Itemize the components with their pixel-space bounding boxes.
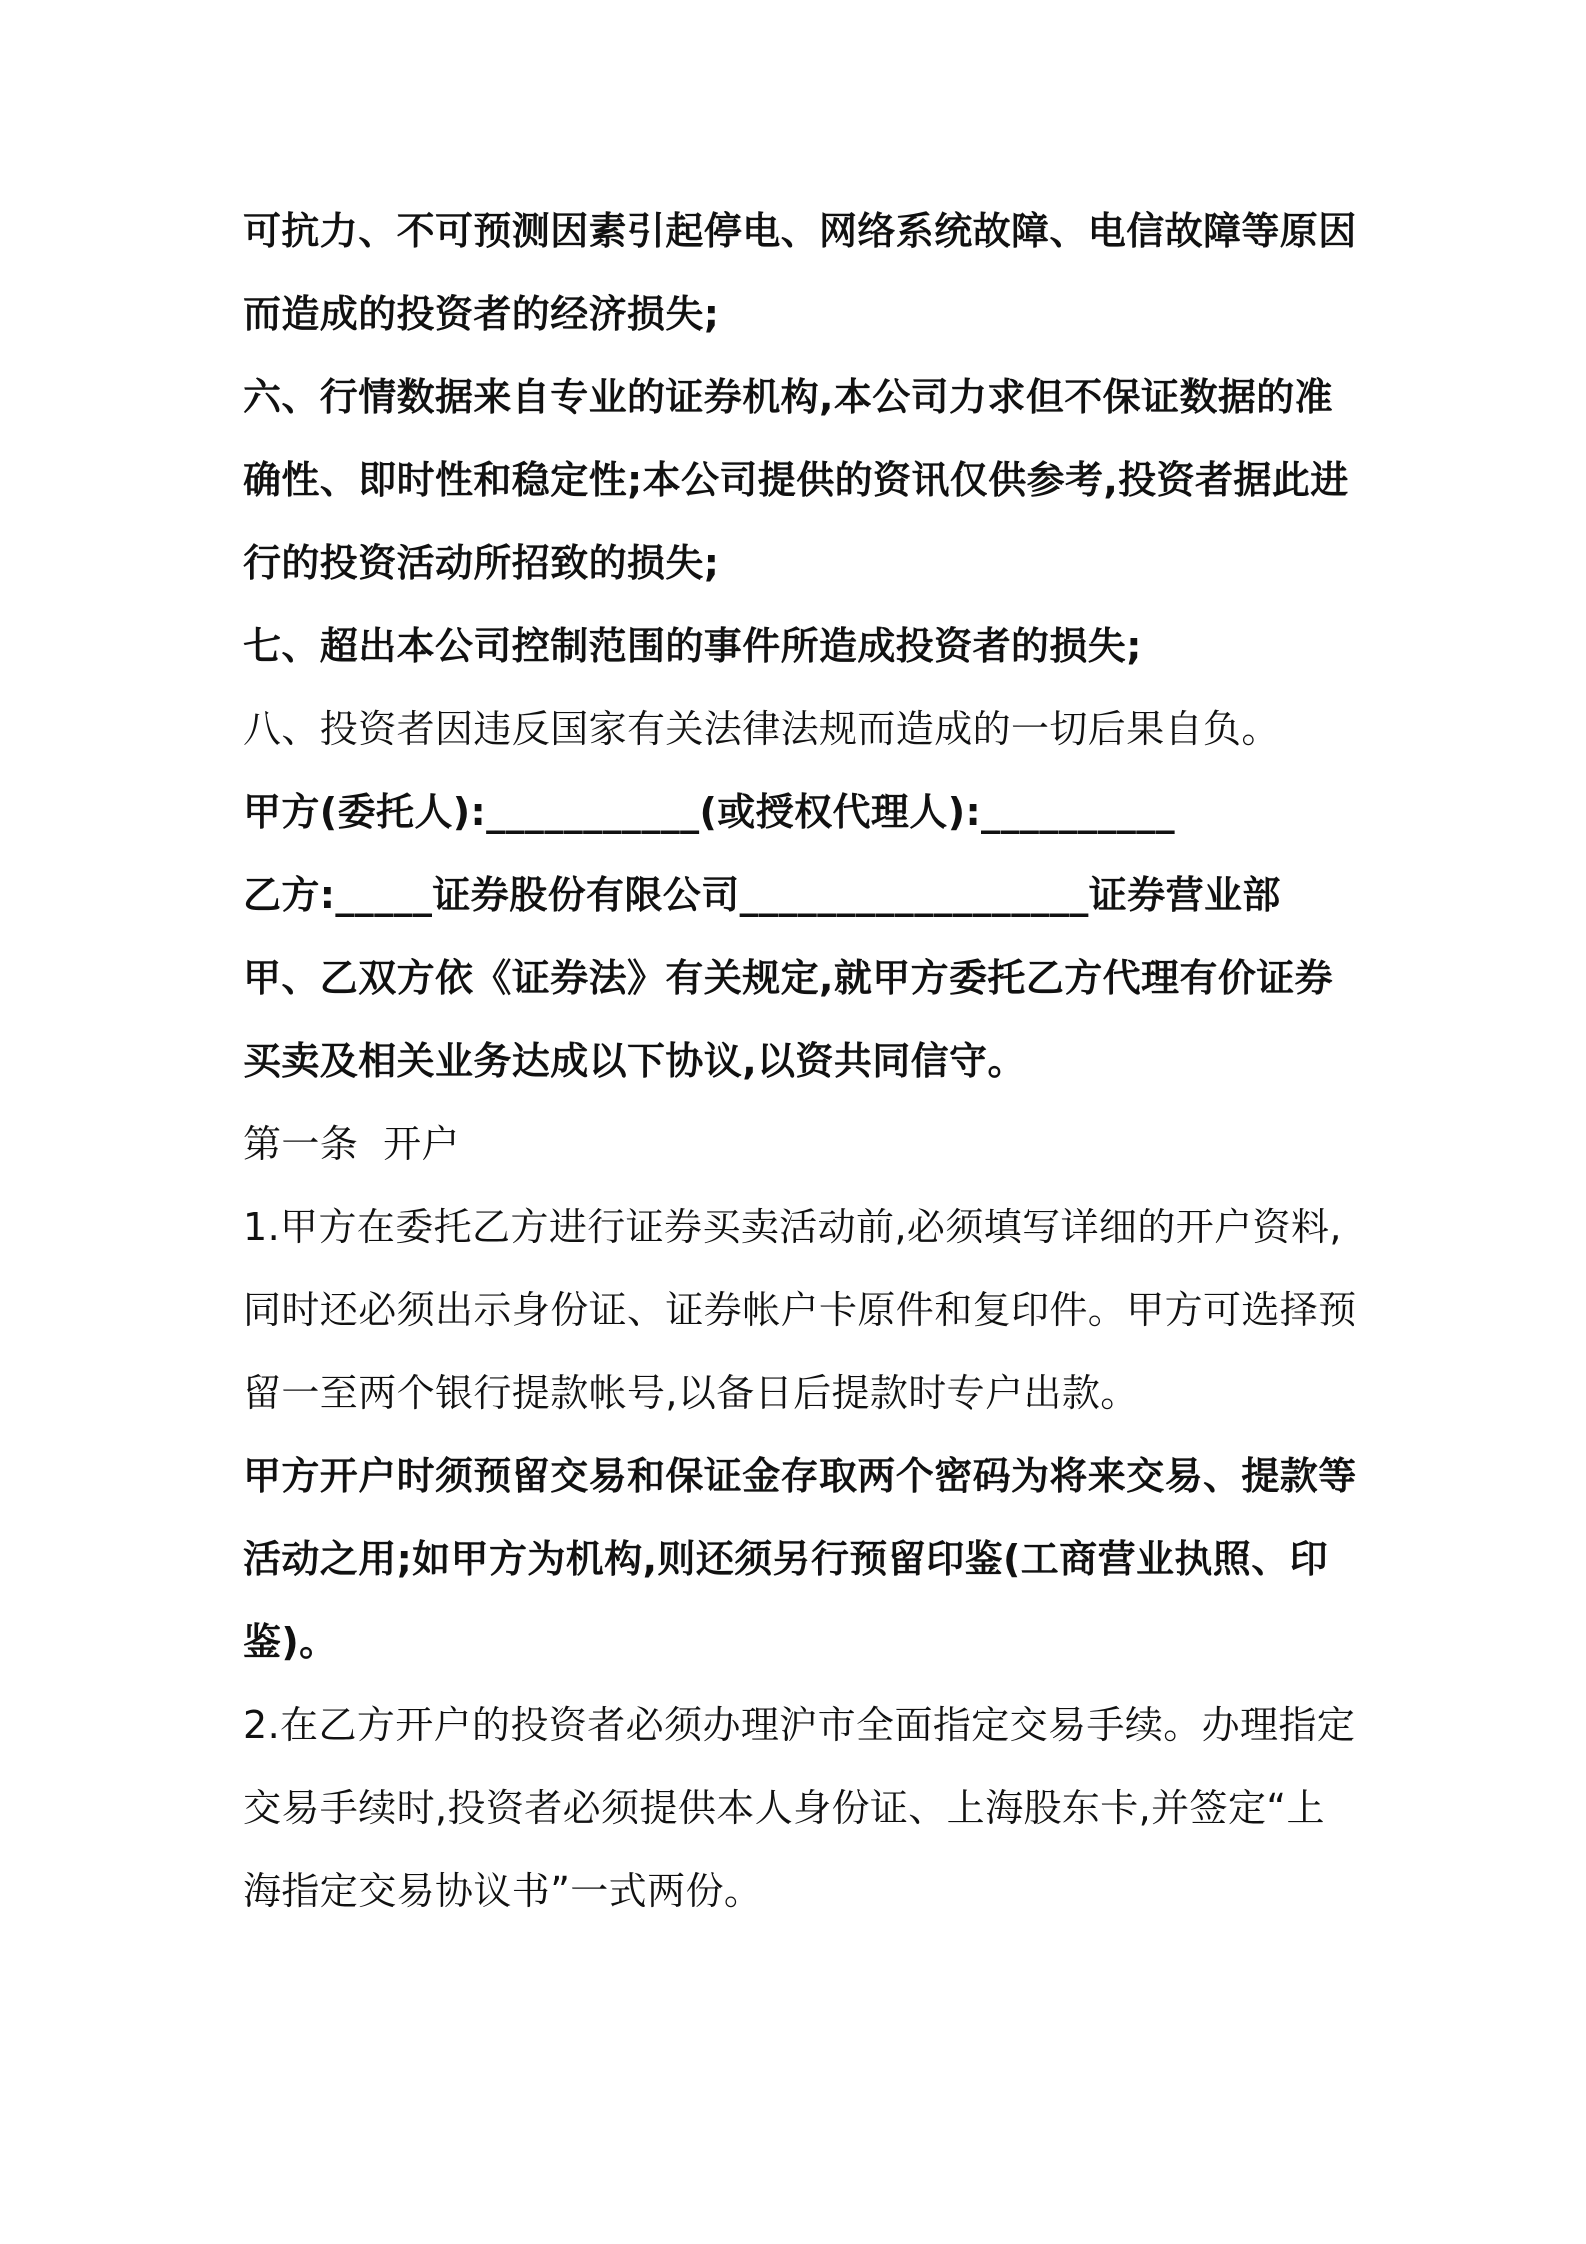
paragraph-party-b: 乙方:_____证券股份有限公司__________________证券营业部 xyxy=(243,873,1281,917)
paragraph-clause-seven: 七、超出本公司控制范围的事件所造成投资者的损失; xyxy=(243,624,1142,668)
paragraph-item-two: 2.在乙方开户的投资者必须办理沪市全面指定交易手续。办理指定交易手续时,投资者必须提供本人身份证、上海股东卡,并签定“上海指定交易协议书”一式两份。 xyxy=(243,1703,1356,1913)
paragraph-password-requirement: 甲方开户时须预留交易和保证金存取两个密码为将来交易、提款等活动之用;如甲方为机构,则还须另行预留印鉴(工商营业执照、印鉴)。 xyxy=(243,1454,1357,1664)
paragraph-item-one: 1.甲方在委托乙方进行证券买卖活动前,必须填写详细的开户资料,同时还必须出示身份证、证券帐户卡原件和复印件。甲方可选择预留一至两个银行提款帐号,以备日后提款时专户出款。 xyxy=(243,1205,1357,1415)
paragraph-clause-eight: 八、投资者因违反国家有关法律法规而造成的一切后果自负。 xyxy=(243,707,1280,751)
paragraph-force-majeure: 可抗力、不可预测因素引起停电、网络系统故障、电信故障等原因而造成的投资者的经济损失; xyxy=(243,209,1357,336)
paragraph-clause-six: 六、行情数据来自专业的证券机构,本公司力求但不保证数据的准确性、即时性和稳定性;本公司提供的资讯仅供参考,投资者据此进行的投资活动所招致的损失; xyxy=(243,375,1349,585)
document-body xyxy=(243,190,1358,1933)
section-heading-article-one: 第一条 开户 xyxy=(243,1122,460,1166)
paragraph-agreement-intro: 甲、乙双方依《证券法》有关规定,就甲方委托乙方代理有价证券买卖及相关业务达成以下协议,以资共同信守。 xyxy=(243,956,1334,1083)
paragraph-party-a: 甲方(委托人):___________(或授权代理人):__________ xyxy=(243,790,1176,834)
